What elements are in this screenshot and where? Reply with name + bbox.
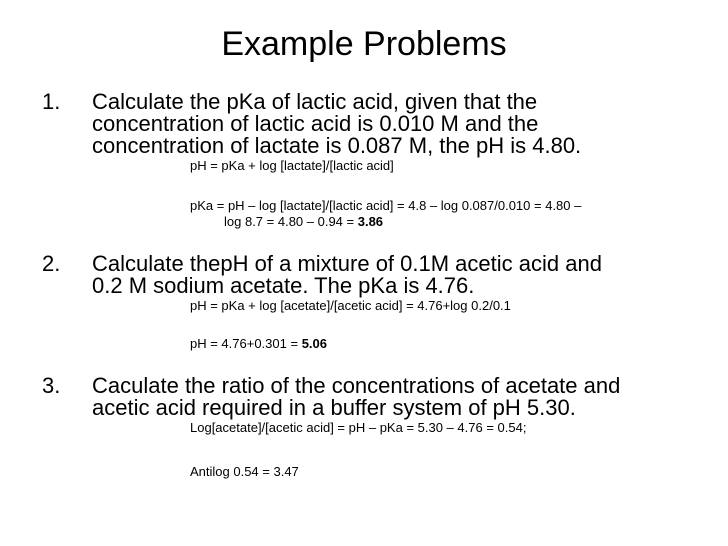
- problem-question: [92, 91, 692, 157]
- solution-step: pH = pKa + log [acetate]/[acetic acid] = 4.76+log 0.2/0.1: [190, 298, 511, 313]
- final-answer: 5.06: [301, 336, 327, 351]
- solution-line: [190, 214, 690, 230]
- final-answer: 3.86: [357, 214, 384, 229]
- problem-question: [92, 375, 692, 419]
- question-line: acetic acid required in a buffer system of pH 5.30.: [92, 395, 576, 420]
- question-line: Caculate the ratio of the concentrations of acetate and: [92, 373, 621, 398]
- solution-step: [190, 336, 690, 352]
- slide-title: Example Problems: [221, 25, 507, 63]
- solution-line: pKa = pH – log [lactate]/[lactic acid] = 4.8 – log 0.087/0.010 = 4.80 –: [190, 198, 582, 213]
- question-line: concentration of lactate is 0.087 M, the pH is 4.80.: [92, 133, 582, 158]
- solution-step: Antilog 0.54 = 3.47: [190, 464, 299, 479]
- solution-step: [190, 198, 690, 230]
- solution-text: pH = 4.76+0.301 =: [190, 336, 302, 351]
- question-line: Calculate thepH of a mixture of 0.1M acetic acid and: [92, 251, 602, 276]
- question-line: concentration of lactic acid is 0.010 M and the: [92, 111, 539, 136]
- question-line: Calculate the pKa of lactic acid, given that the: [92, 89, 538, 114]
- problem-number: 2.: [42, 251, 61, 276]
- problem-number: 1.: [42, 89, 61, 114]
- problem-question: [92, 253, 692, 297]
- solution-text: log 8.7 = 4.80 – 0.94 =: [224, 214, 358, 229]
- solution-step: Log[acetate]/[acetic acid] = pH – pKa = 5.30 – 4.76 = 0.54;: [190, 420, 527, 435]
- solution-step: pH = pKa + log [lactate]/[lactic acid]: [190, 158, 394, 173]
- question-line: 0.2 M sodium acetate. The pKa is 4.76.: [92, 273, 475, 298]
- problem-number: 3.: [42, 373, 61, 398]
